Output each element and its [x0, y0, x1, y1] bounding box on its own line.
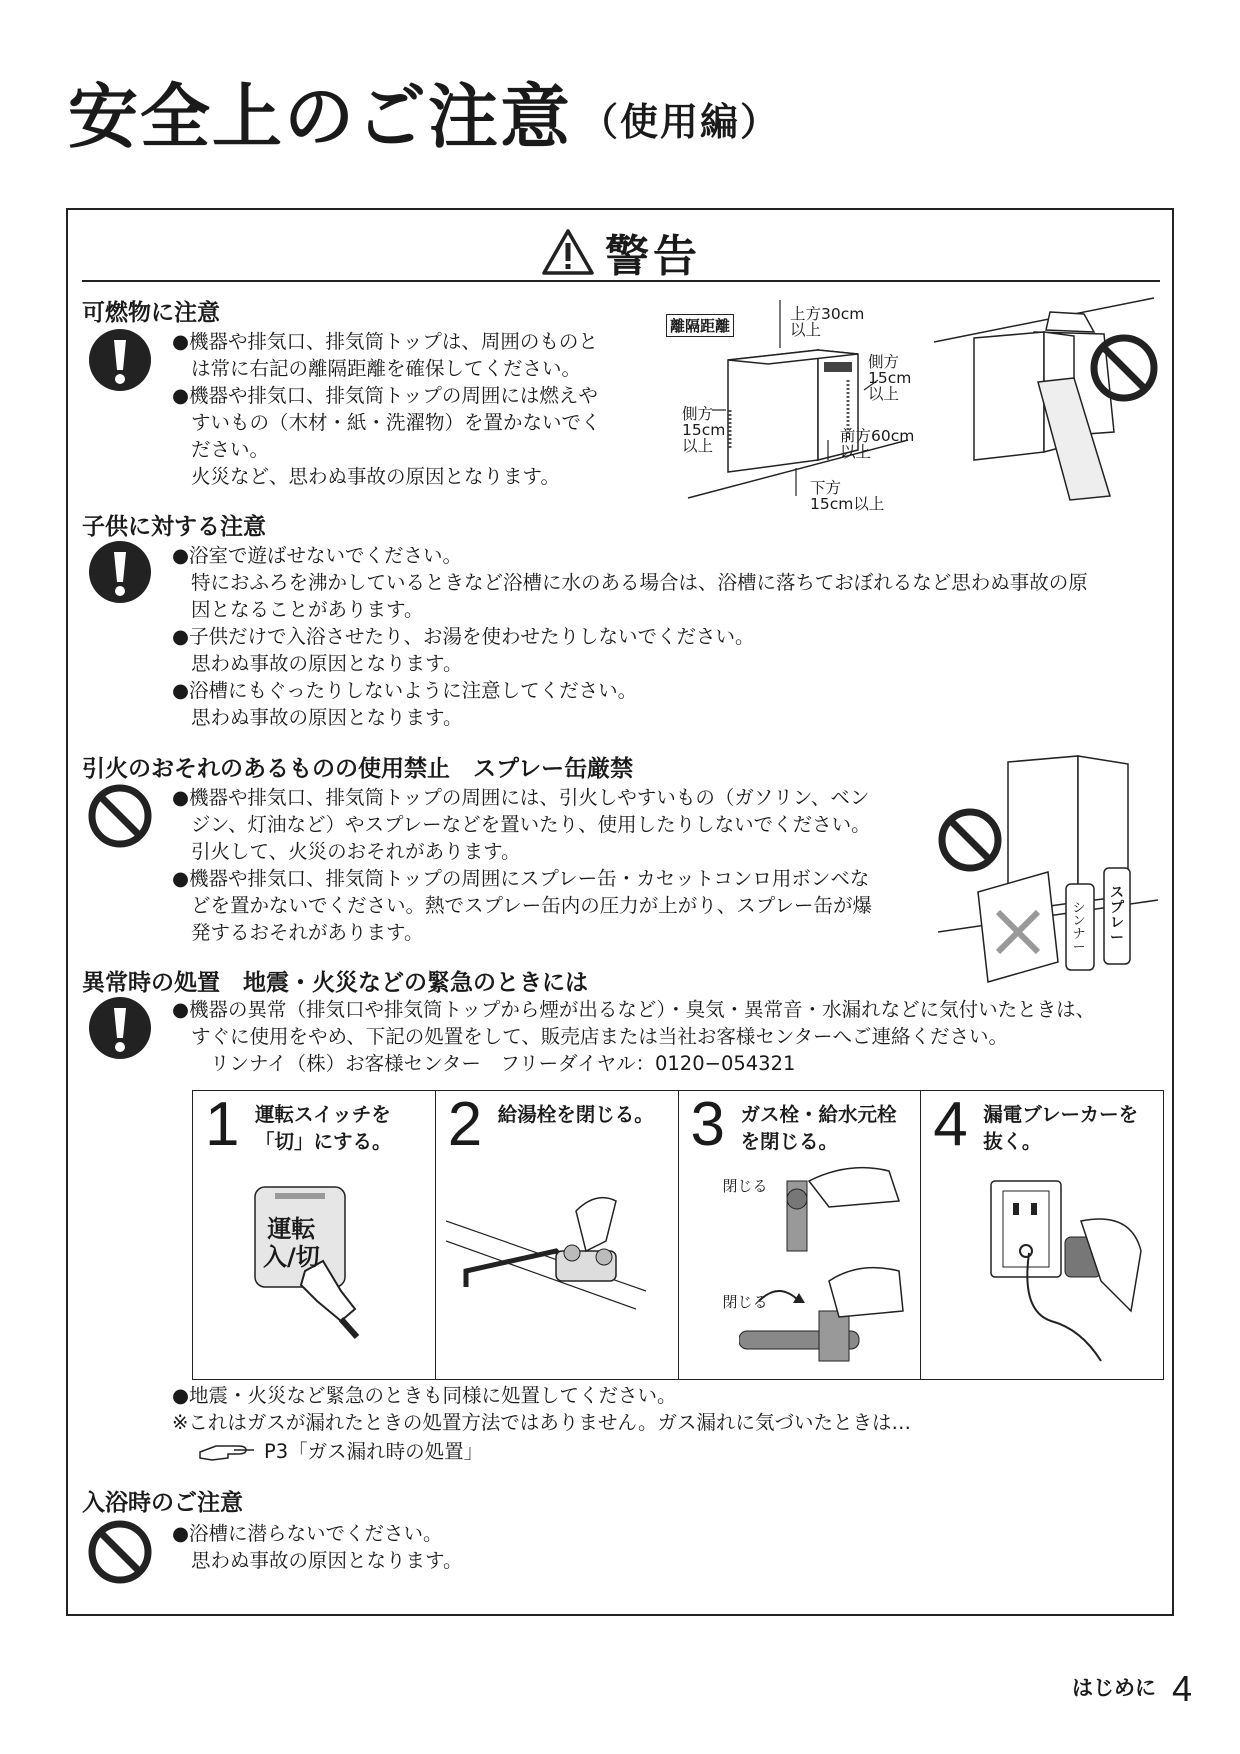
clearance-bottom: 下方 15cm以上: [810, 479, 885, 513]
reference-text: P3「ガス漏れ時の処置」: [264, 1440, 484, 1463]
mandatory-exclamation-icon: [88, 996, 152, 1060]
step-number: 4: [933, 1090, 968, 1159]
clearance-side-right: 側方 15cm 以上: [868, 353, 912, 403]
warning-frame: [66, 208, 1174, 1616]
section-title-ignition: 引火のおそれのあるものの使用禁止 スプレー缶厳禁: [82, 756, 634, 782]
reference-link[interactable]: [198, 1436, 483, 1464]
clearance-front: 前方60cm 以上: [840, 427, 915, 461]
clearance-side-left: 側方 15cm 以上: [682, 405, 726, 455]
bathing-bullets: ●浴槽に潜らないでください。 思わぬ事故の原因となります。: [172, 1522, 463, 1572]
clearance-top: 上方30cm 以上: [790, 305, 865, 339]
step-number: 3: [690, 1090, 725, 1159]
customer-center-contact: リンナイ（株）お客様センター フリーダイヤル：0120−054321: [210, 1052, 796, 1075]
close-label-water: 閉じる: [722, 1293, 768, 1311]
step-text: 運転スイッチを 「切」にする。: [255, 1103, 392, 1153]
step-number: 1: [205, 1090, 240, 1159]
page-title: [68, 76, 781, 158]
step-2: [436, 1091, 679, 1379]
hot-water-tap-illustration: [446, 1191, 666, 1341]
pointing-hand-icon: [198, 1438, 256, 1462]
gas-water-valve-illustration: [739, 1161, 909, 1371]
prohibited-icon: [88, 784, 152, 848]
step-text: ガス栓・給水元栓 を閉じる。: [740, 1103, 897, 1153]
page-number: 4: [1171, 1668, 1192, 1709]
warning-triangle-icon: [541, 228, 595, 276]
mandatory-exclamation-icon: [88, 540, 152, 604]
close-label-gas: 閉じる: [722, 1177, 768, 1195]
step-text: 給湯栓を閉じる。: [497, 1103, 654, 1126]
spray-can-label: スプレー: [1110, 885, 1124, 946]
prohibited-icon: [88, 1520, 152, 1584]
combustibles-bullet-1: ●機器や排気口、排気筒トップは、周囲のものと は常に右記の離隔距離を確保してください。: [172, 330, 598, 380]
step-number: 2: [447, 1090, 483, 1159]
switch-label: 運転 入/切: [263, 1215, 320, 1271]
section-title-combustibles: 可燃物に注意: [82, 300, 220, 326]
spray-can-prohibited-illustration: [938, 752, 1162, 984]
step-1: [193, 1091, 436, 1379]
thinner-can-label: シンナー: [1072, 901, 1086, 955]
footer-section-label: はじめに: [1072, 1676, 1156, 1700]
step-4: [921, 1091, 1163, 1379]
emergency-bullets: ●機器の異常（排気口や排気筒トップから煙が出るなど）・臭気・異常音・水漏れなどに気付いたときは、 すぐに使用をやめ、下記の処置をして、販売店または当社お客様センターへご連絡ください。 リンナイ（株）お客様センター フリーダイヤル：0120−054321: [172, 998, 1096, 1075]
emergency-after-notes: ●地震・火災など緊急のときも同様に処置してください。 ※これはガスが漏れたときの処置方法ではありません。ガス漏れに気づいたときは…: [172, 1384, 912, 1434]
combustibles-bullet-2: ●機器や排気口、排気筒トップの周囲には燃えや すいもの（木材・紙・洗濯物）を置かないでく ださい。 火災など、思わぬ事故の原因となります。: [172, 384, 601, 488]
emergency-steps: [192, 1090, 1164, 1380]
step-text: 漏電ブレーカーを 抜く。: [983, 1103, 1139, 1153]
warning-label: 警告: [605, 231, 701, 282]
ignition-bullets: ●機器や排気口、排気筒トップの周囲には、引火しやすいもの（ガソリン、ベン ジン、灯油など）やスプレーなどを置いたり、使用したりしないでください。 引火して、火災のおそれがあります。 ●機器や排気口、排気筒トップの周囲にスプレー缶・カセットコンロ用ボンベな どを置かないでください。熱でスプレー缶内の圧力が上がり、スプレー缶が爆 発するおそれがあります。: [172, 786, 872, 944]
section-title-bathing: 入浴時のご注意: [82, 1490, 243, 1516]
page-title-sub: （使用編）: [580, 100, 781, 144]
mandatory-exclamation-icon: [88, 328, 152, 392]
page-title-main: 安全上のご注意: [68, 76, 572, 158]
breaker-plug-illustration: [961, 1171, 1151, 1371]
section-title-children: 子供に対する注意: [82, 514, 266, 540]
step-3: [679, 1091, 922, 1379]
laundry-prohibited-illustration: [934, 272, 1164, 502]
clearance-tag: 離隔距離: [666, 314, 734, 337]
children-bullets: ●浴室で遊ばせないでください。 特におふろを沸かしているときなど浴槽に水のある場合は、浴槽に落ちておぼれるなど思わぬ事故の原 因となることがあります。 ●子供だけで入浴させたり、お湯を使わせたりしないでください。 思わぬ事故の原因となります。 ●浴槽にもぐったりしないように注意してください。 思わぬ事故の原因となります。: [172, 544, 1088, 729]
section-title-emergency: 異常時の処置 地震・火災などの緊急のときには: [82, 970, 588, 996]
